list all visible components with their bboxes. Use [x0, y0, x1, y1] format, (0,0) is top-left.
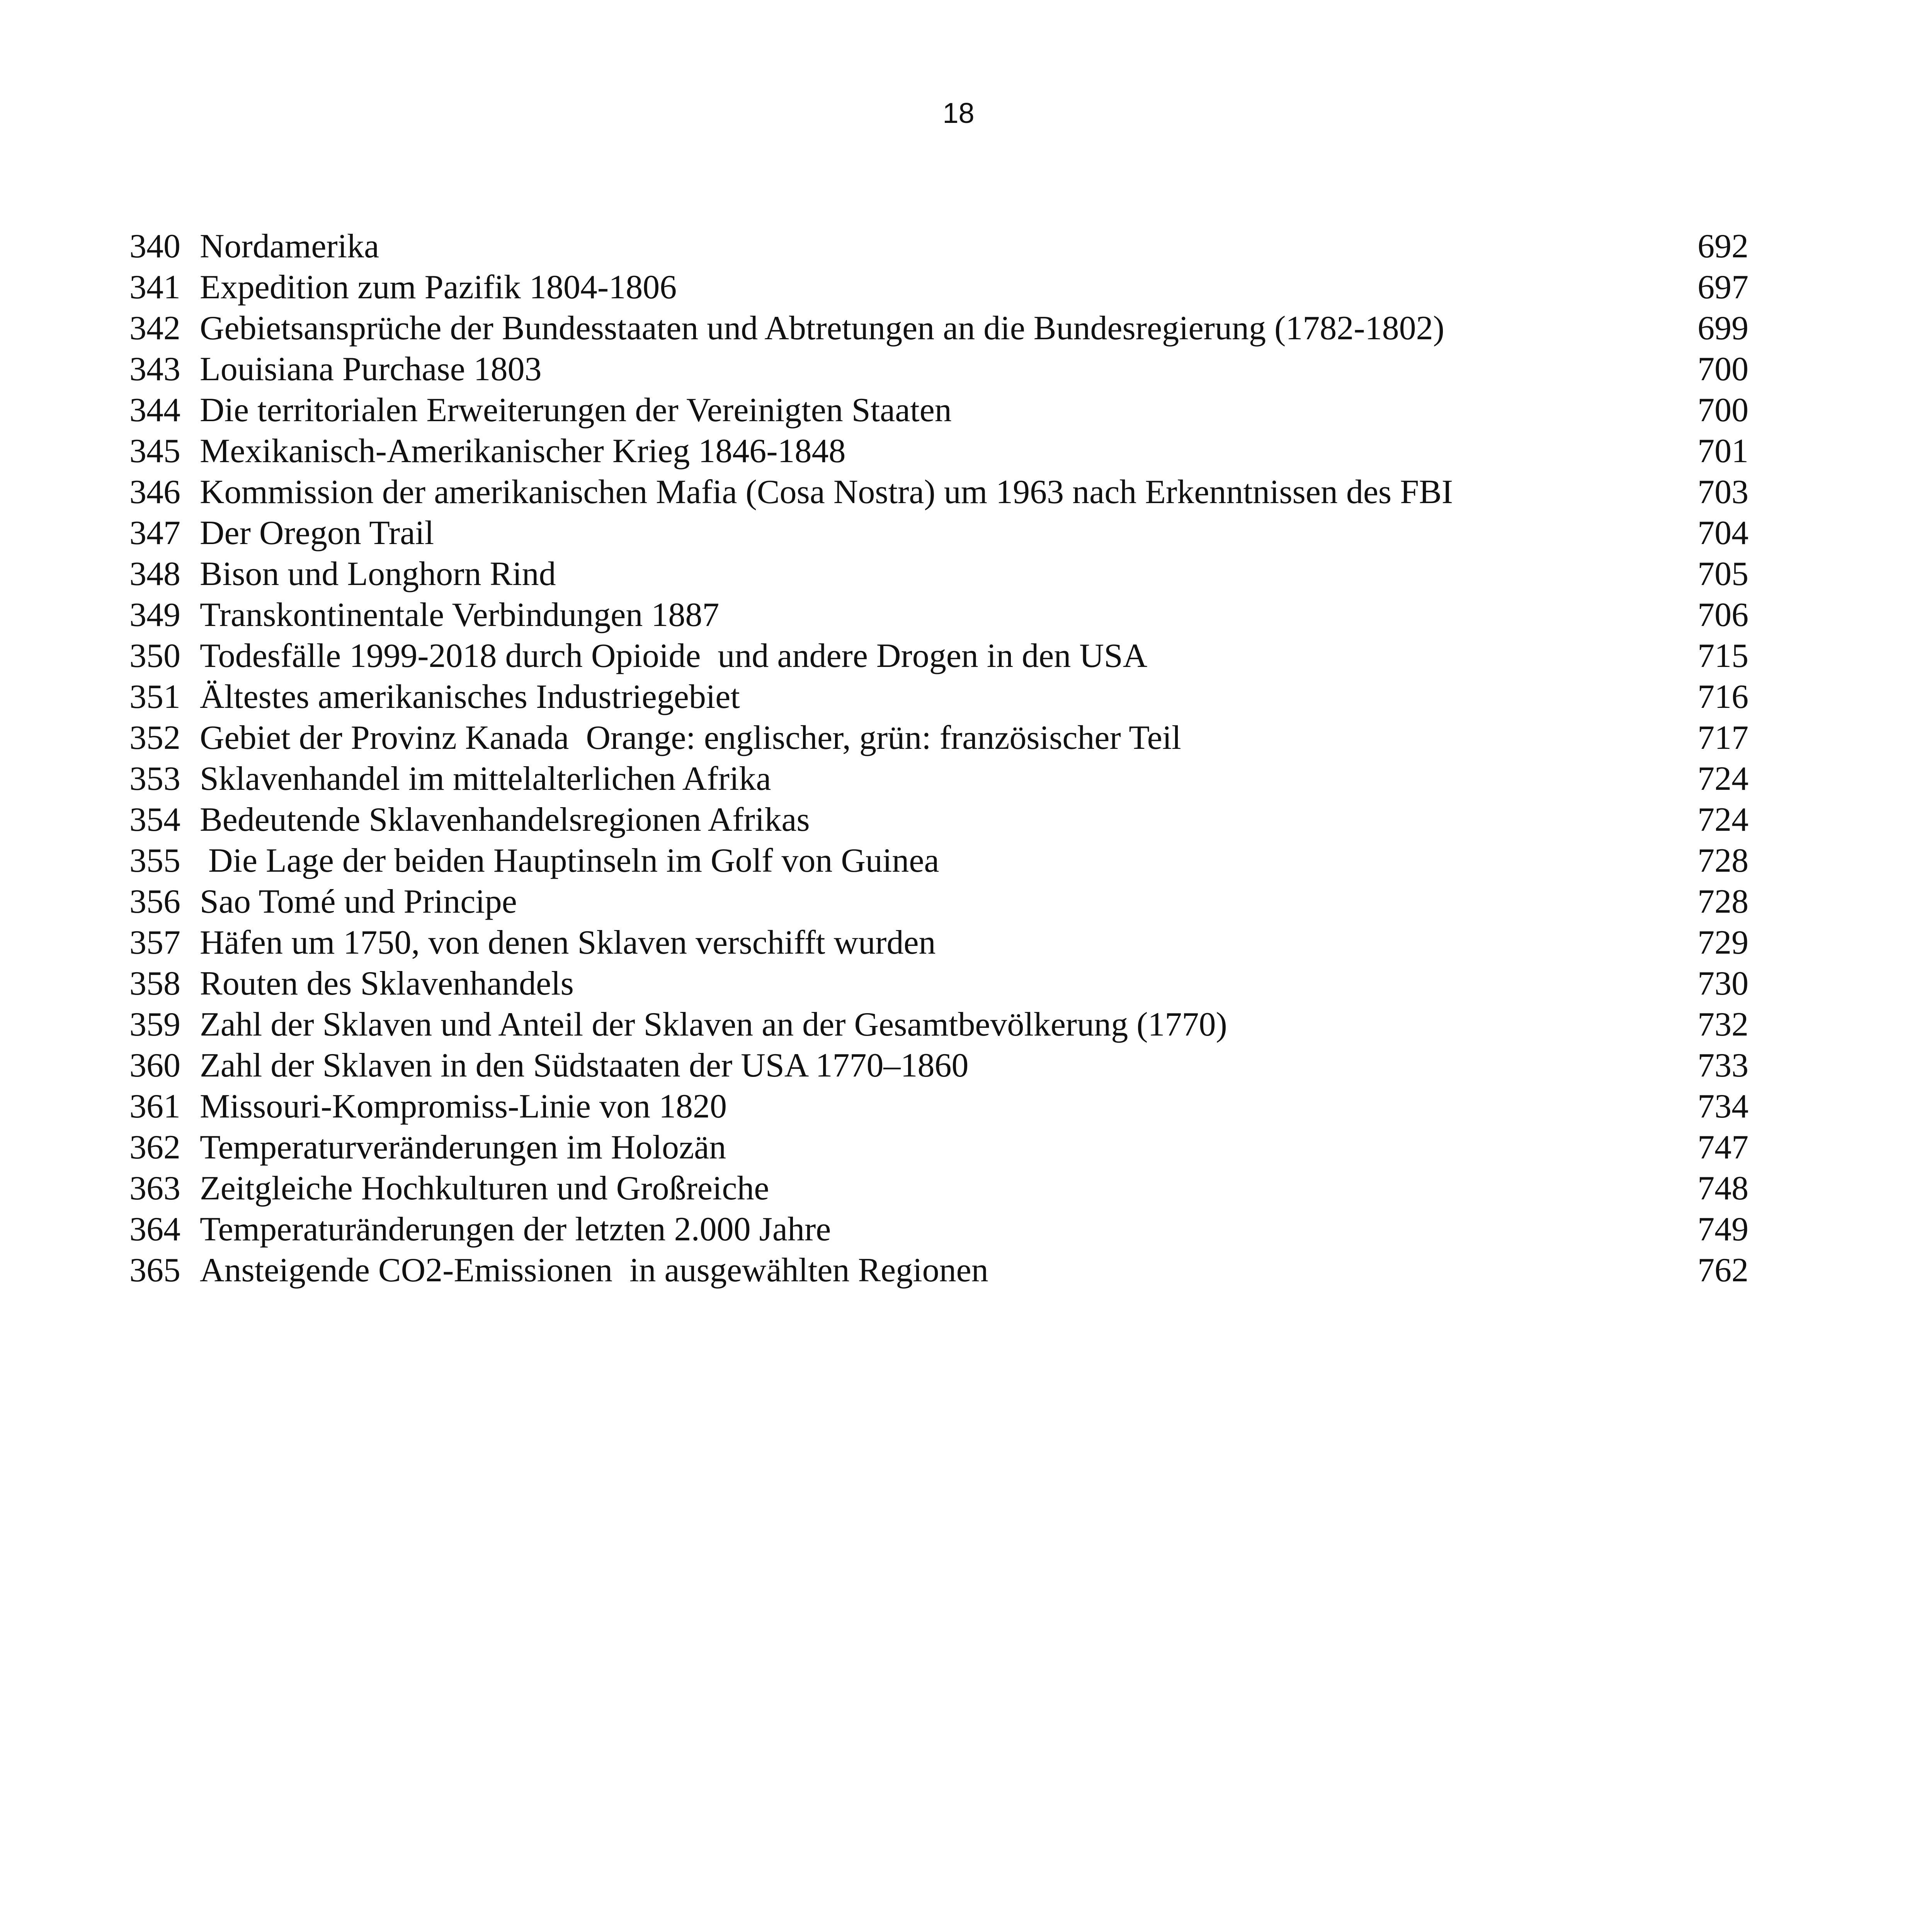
entry-title: Temperaturveränderungen im Holozän: [200, 1129, 726, 1166]
entry-page: 762: [1698, 1252, 1749, 1289]
entry-page: 706: [1698, 596, 1749, 634]
entry-page: 692: [1698, 228, 1749, 265]
entry-title: Louisiana Purchase 1803: [200, 350, 542, 388]
entry-page: 729: [1698, 924, 1749, 961]
entry-page: 704: [1698, 514, 1749, 552]
entry-title: Gebiet der Provinz Kanada Orange: englischer, grün: französischer Teil: [200, 719, 1181, 757]
index-entry: [129, 922, 1749, 963]
entry-number: 358: [129, 965, 180, 1002]
entry-title: Zeitgleiche Hochkulturen und Großreiche: [200, 1170, 769, 1207]
entry-number: 365: [129, 1252, 180, 1289]
entry-number: 341: [129, 269, 180, 306]
entry-title: Transkontinentale Verbindungen 1887: [200, 596, 720, 634]
entry-title: Routen des Sklavenhandels: [200, 965, 574, 1002]
index-entry: [129, 1168, 1749, 1209]
entry-title: Sao Tomé und Principe: [200, 883, 517, 920]
entry-title: Zahl der Sklaven in den Südstaaten der USA 1770–1860: [200, 1047, 969, 1084]
entry-page: 701: [1698, 432, 1749, 470]
index-entry: [129, 267, 1749, 308]
entry-page: 749: [1698, 1211, 1749, 1248]
entry-number: 351: [129, 678, 180, 716]
entry-number: 343: [129, 350, 180, 388]
index-entry: [129, 677, 1749, 718]
entry-page: 728: [1698, 883, 1749, 920]
index-entry: [129, 1250, 1749, 1291]
entry-title: Bison und Longhorn Rind: [200, 555, 556, 593]
entry-number: 354: [129, 801, 180, 838]
entry-number: 349: [129, 596, 180, 634]
entry-title: Missouri-Kompromiss-Linie von 1820: [200, 1088, 727, 1125]
entry-title: Gebietsansprüche der Bundesstaaten und Abtretungen an die Bundesregierung (1782-1802): [200, 310, 1444, 347]
index-entry: [129, 1209, 1749, 1250]
entry-number: 364: [129, 1211, 180, 1248]
index-entry: [129, 513, 1749, 554]
entry-number: 363: [129, 1170, 180, 1207]
index-entry: [129, 718, 1749, 759]
index-entry: [129, 759, 1749, 799]
entry-title: Expedition zum Pazifik 1804-1806: [200, 269, 677, 306]
entry-page: 734: [1698, 1088, 1749, 1125]
index-entry: [129, 1004, 1749, 1045]
entry-title: Häfen um 1750, von denen Sklaven verschifft wurden: [200, 924, 936, 961]
entry-number: 344: [129, 391, 180, 429]
index-entry: [129, 226, 1749, 267]
index-entry: [129, 799, 1749, 840]
index-entry: [129, 1086, 1749, 1127]
index-entry: [129, 472, 1749, 513]
entry-page: 703: [1698, 473, 1749, 511]
entry-page: 715: [1698, 637, 1749, 675]
entry-page: 700: [1698, 350, 1749, 388]
entry-page: 732: [1698, 1006, 1749, 1043]
entry-page: 728: [1698, 842, 1749, 879]
entry-title: Die Lage der beiden Hauptinseln im Golf von Guinea: [200, 842, 939, 879]
entry-page: 700: [1698, 391, 1749, 429]
entry-title: Zahl der Sklaven und Anteil der Sklaven an der Gesamtbevölkerung (1770): [200, 1006, 1227, 1043]
index-entry: [129, 595, 1749, 636]
index-entry: [129, 1127, 1749, 1168]
entry-number: 362: [129, 1129, 180, 1166]
index-entry: [129, 349, 1749, 390]
entry-number: 361: [129, 1088, 180, 1125]
index-entry: [129, 963, 1749, 1004]
entry-number: 352: [129, 719, 180, 757]
entry-page: 747: [1698, 1129, 1749, 1166]
index-entry: [129, 636, 1749, 677]
entry-number: 345: [129, 432, 180, 470]
entry-page: 705: [1698, 555, 1749, 593]
index-entry: [129, 840, 1749, 881]
entry-title: Mexikanisch-Amerikanischer Krieg 1846-1848: [200, 432, 846, 470]
entry-number: 357: [129, 924, 180, 961]
entry-page: 717: [1698, 719, 1749, 757]
entry-title: Kommission der amerikanischen Mafia (Cosa Nostra) um 1963 nach Erkenntnissen des FBI: [200, 473, 1453, 511]
entry-page: 699: [1698, 310, 1749, 347]
entry-title: Ältestes amerikanisches Industriegebiet: [200, 678, 740, 716]
entry-number: 350: [129, 637, 180, 675]
entry-page: 716: [1698, 678, 1749, 716]
entry-title: Temperaturänderungen der letzten 2.000 Jahre: [200, 1211, 831, 1248]
entry-number: 346: [129, 473, 180, 511]
entry-number: 342: [129, 310, 180, 347]
figure-index-list: [129, 226, 1749, 1291]
entry-number: 360: [129, 1047, 180, 1084]
index-entry: [129, 1045, 1749, 1086]
entry-number: 348: [129, 555, 180, 593]
entry-number: 356: [129, 883, 180, 920]
entry-number: 355: [129, 842, 180, 879]
entry-title: Ansteigende CO2-Emissionen in ausgewählten Regionen: [200, 1252, 988, 1289]
entry-number: 359: [129, 1006, 180, 1043]
index-entry: [129, 881, 1749, 922]
entry-page: 697: [1698, 269, 1749, 306]
entry-title: Sklavenhandel im mittelalterlichen Afrika: [200, 760, 771, 798]
entry-title: Todesfälle 1999-2018 durch Opioide und andere Drogen in den USA: [200, 637, 1148, 675]
entry-title: Bedeutende Sklavenhandelsregionen Afrikas: [200, 801, 810, 838]
entry-page: 724: [1698, 760, 1749, 798]
entry-page: 733: [1698, 1047, 1749, 1084]
entry-number: 340: [129, 228, 180, 265]
entry-number: 347: [129, 514, 180, 552]
index-entry: [129, 431, 1749, 472]
entry-page: 730: [1698, 965, 1749, 1002]
index-entry: [129, 390, 1749, 431]
index-entry: [129, 308, 1749, 349]
entry-title: Nordamerika: [200, 228, 379, 265]
index-entry: [129, 554, 1749, 595]
entry-page: 724: [1698, 801, 1749, 838]
entry-number: 353: [129, 760, 180, 798]
page-number: 18: [942, 97, 975, 129]
entry-title: Der Oregon Trail: [200, 514, 434, 552]
entry-title: Die territorialen Erweiterungen der Vereinigten Staaten: [200, 391, 952, 429]
entry-page: 748: [1698, 1170, 1749, 1207]
